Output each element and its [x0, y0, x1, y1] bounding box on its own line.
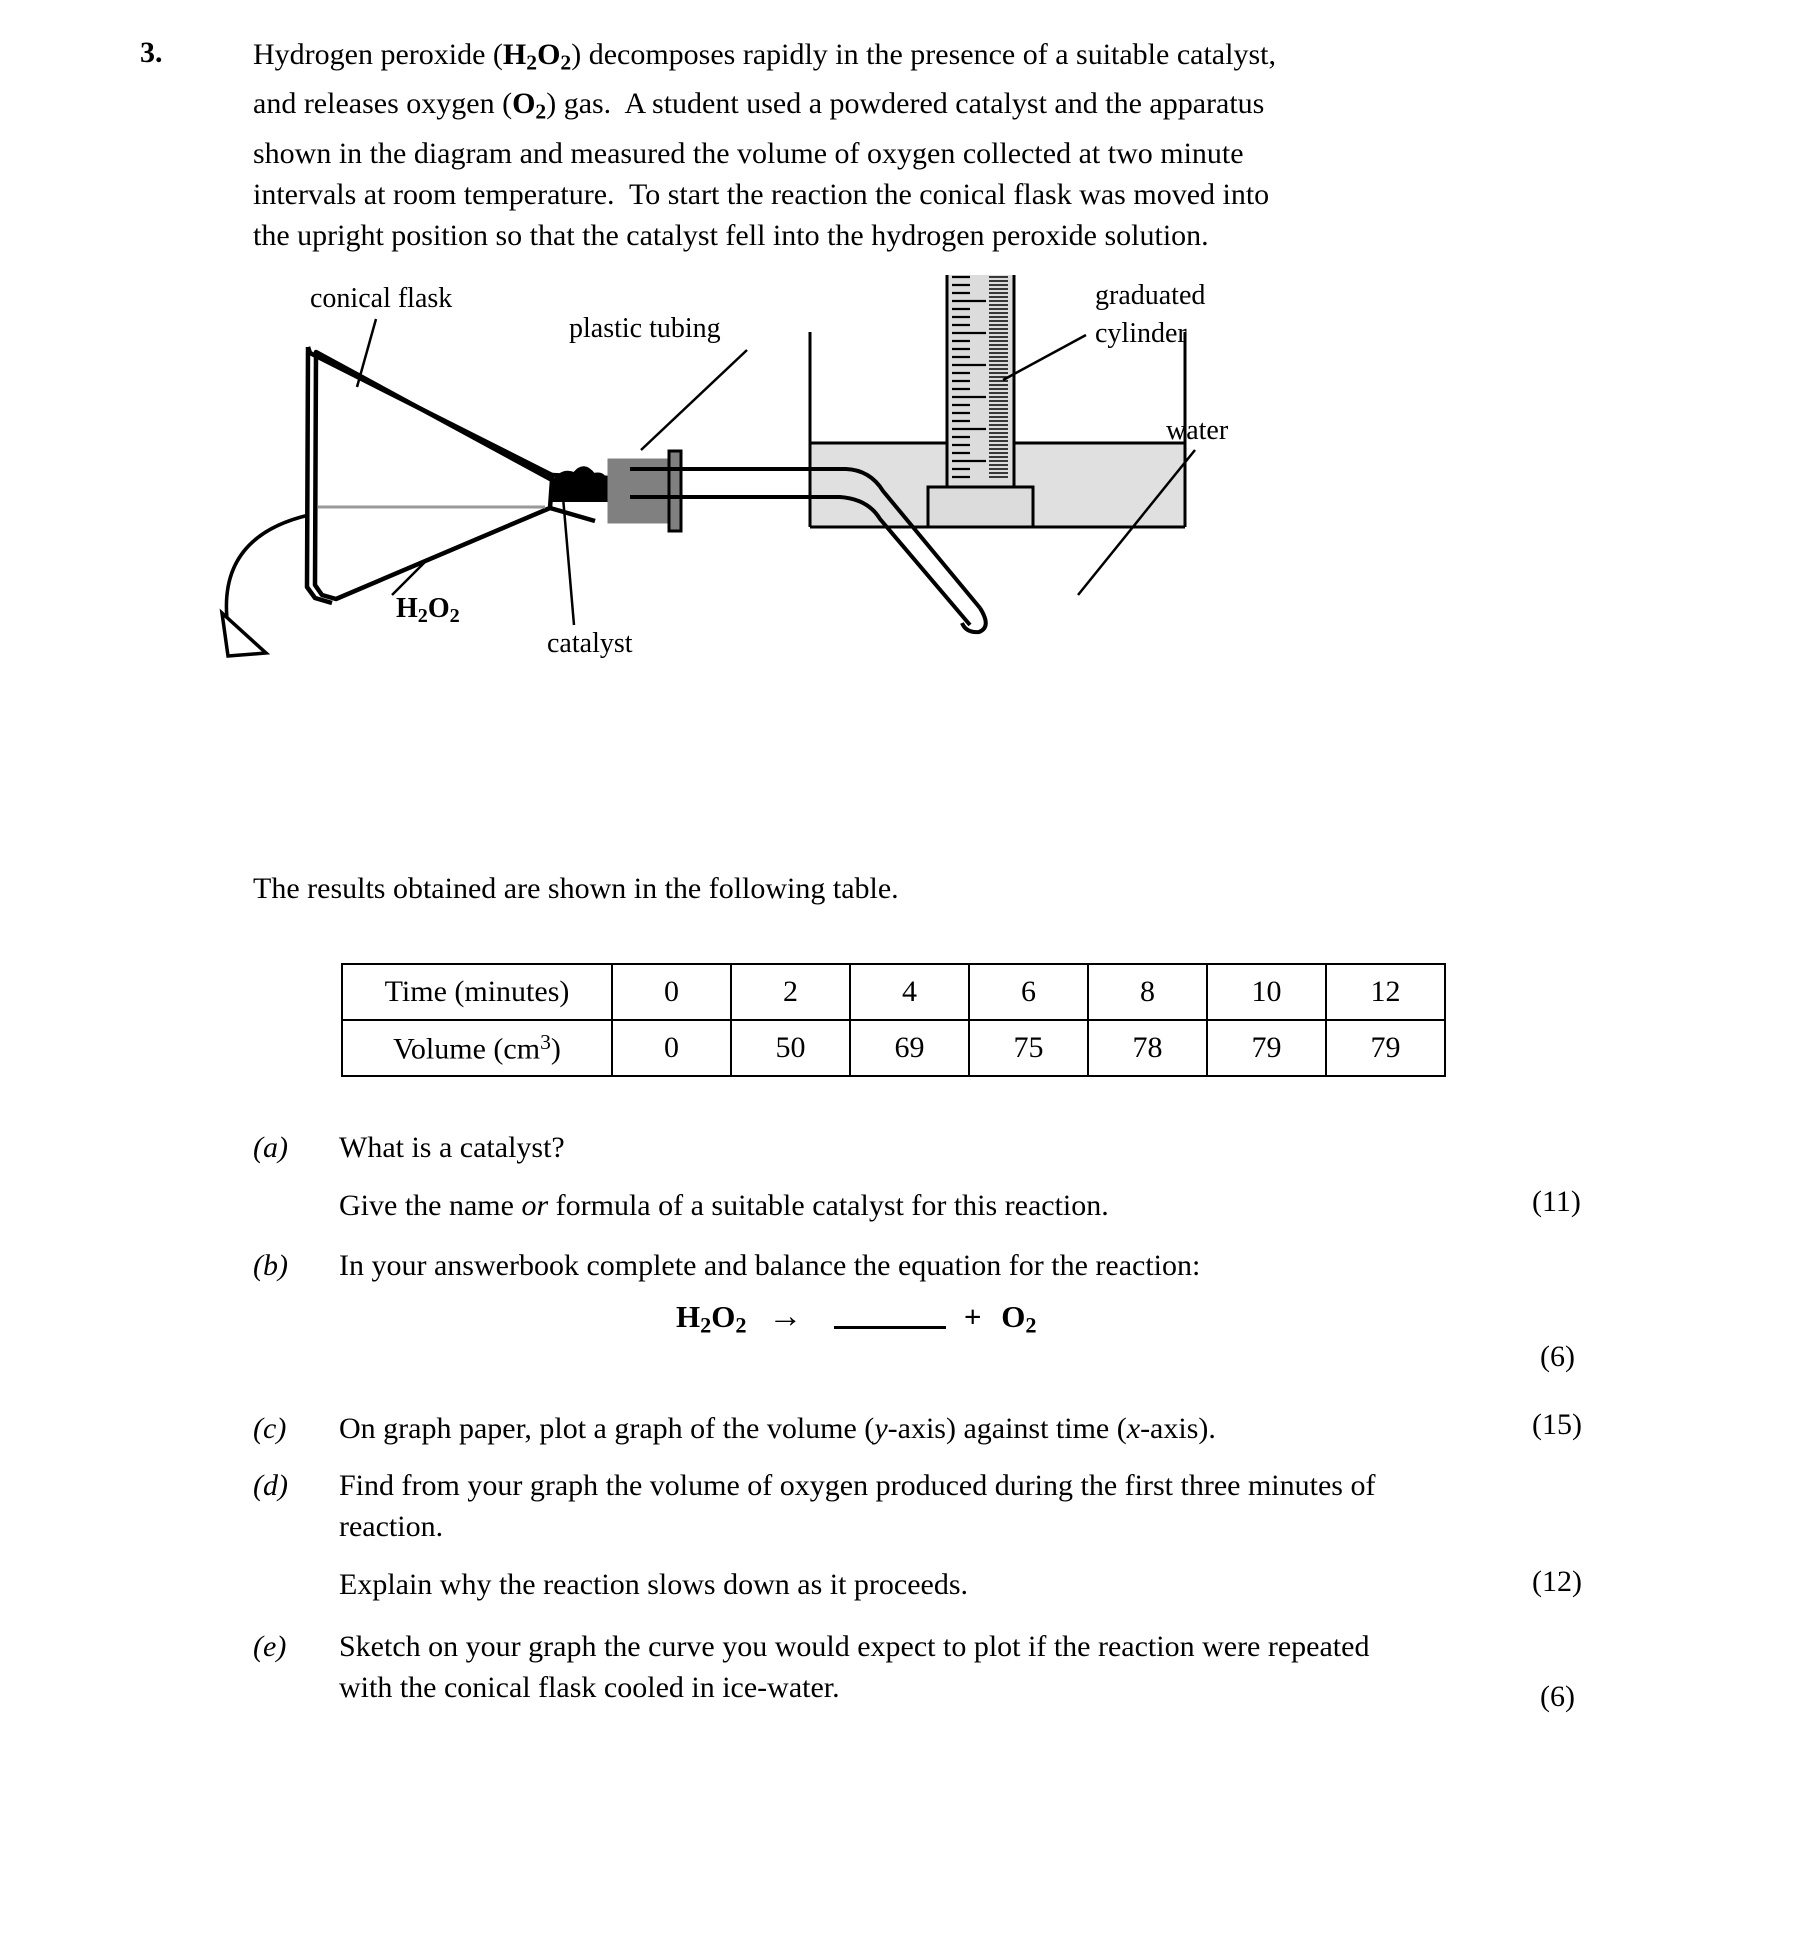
table-cell-volume-3: 75: [969, 1020, 1088, 1076]
label-graduated-cylinder-line2: cylinder: [1095, 318, 1187, 349]
part-c-marks: (15): [1532, 1408, 1582, 1441]
part-a-body: [339, 1127, 1419, 1226]
part-d-marks: (12): [1532, 1565, 1582, 1598]
equation-product: $O_2$: [1001, 1299, 1037, 1338]
part-b: [253, 1245, 1353, 1286]
results-table-wrapper: [341, 963, 1446, 1077]
row-header-time: Time (minutes): [342, 964, 612, 1020]
table-cell-volume-4: 78: [1088, 1020, 1207, 1076]
label-conical-flask: conical flask: [310, 283, 453, 314]
label-catalyst: catalyst: [547, 628, 633, 659]
part-a-line-2: Give the name or formula of a suitable catalyst for this reaction.: [339, 1189, 1109, 1222]
conical-flask-icon: [307, 347, 610, 603]
rotation-arrow-icon: [226, 515, 309, 627]
label-h2o2: $H_2O_2$: [396, 593, 460, 628]
apparatus-diagram: [180, 275, 1480, 695]
question-number: 3.: [140, 36, 163, 69]
table-cell-time-1: 2: [731, 964, 850, 1020]
table-cell-time-6: 12: [1326, 964, 1445, 1020]
label-water: water: [1166, 415, 1229, 446]
part-a: [253, 1127, 1353, 1226]
table-cell-volume-0: 0: [612, 1020, 731, 1076]
table-cell-time-2: 4: [850, 964, 969, 1020]
part-b-body: [339, 1245, 1419, 1286]
table-cell-time-3: 6: [969, 964, 1088, 1020]
table-row-volume: [342, 1020, 1445, 1076]
part-c-letter: (c): [253, 1412, 287, 1445]
part-a-letter: (a): [253, 1131, 288, 1164]
row-header-volume: Volume $(cm^3)$: [342, 1020, 612, 1076]
part-b-equation: [676, 1298, 1037, 1339]
part-b-letter: (b): [253, 1249, 288, 1282]
results-sentence: The results obtained are shown in the following table.: [253, 872, 899, 905]
table-cell-time-5: 10: [1207, 964, 1326, 1020]
label-plastic-tubing: plastic tubing: [569, 313, 721, 344]
rubber-stopper-icon: [608, 451, 681, 531]
equation-arrow: →: [768, 1298, 803, 1335]
table-row-time: [342, 964, 1445, 1020]
rotation-arrowhead-icon: [222, 613, 266, 656]
table-cell-volume-2: 69: [850, 1020, 969, 1076]
table-cell-volume-6: 79: [1326, 1020, 1445, 1076]
part-e-marks: (6): [1540, 1680, 1575, 1713]
question-intro-text: Hydrogen peroxide $(H_2O_2)$ decomposes rapidly in the presence of a suitable catalyst, and releases oxygen $(O_2)$ gas. A student used a powdered catalyst and the apparatus shown in the diagram and measured the volume of oxygen collected at two minute intervals at room temperature. To start the reaction the conical flask was moved into the upright position so that the catalyst fell into the hydrogen peroxide solution.: [253, 38, 1276, 252]
table-cell-time-4: 8: [1088, 964, 1207, 1020]
part-c: [253, 1408, 1353, 1449]
label-graduated-cylinder-line1: graduated: [1095, 280, 1206, 311]
part-a-marks: (11): [1532, 1185, 1581, 1218]
part-c-line-1: On graph paper, plot a graph of the volume (y-axis) against time (x-axis).: [339, 1412, 1216, 1445]
part-d: [253, 1465, 1376, 1605]
part-c-body: [339, 1408, 1419, 1449]
part-d-letter: (d): [253, 1469, 288, 1502]
equation-reactant: $H_2O_2$: [676, 1299, 747, 1338]
table-cell-time-0: 0: [612, 964, 731, 1020]
part-d-body: [339, 1465, 1399, 1605]
table-cell-volume-1: 50: [731, 1020, 850, 1076]
part-b-marks: (6): [1540, 1340, 1575, 1373]
part-e-letter: (e): [253, 1630, 287, 1663]
equation-plus: +: [963, 1299, 982, 1334]
part-e: [253, 1626, 1370, 1708]
part-d-line-1: Find from your graph the volume of oxygen produced during the first three minutes of reaction.: [339, 1469, 1376, 1543]
table-cell-volume-5: 79: [1207, 1020, 1326, 1076]
results-table: [341, 963, 1446, 1077]
part-e-line-1: Sketch on your graph the curve you would expect to plot if the reaction were repeated with the conical flask cooled in ice-water.: [339, 1630, 1370, 1704]
part-b-line-1: In your answerbook complete and balance the equation for the reaction:: [339, 1249, 1201, 1282]
equation-blank: [834, 1326, 946, 1329]
part-e-body: [339, 1626, 1399, 1708]
part-d-line-2: Explain why the reaction slows down as it proceeds.: [339, 1568, 969, 1601]
part-a-line-1: What is a catalyst?: [339, 1131, 565, 1164]
